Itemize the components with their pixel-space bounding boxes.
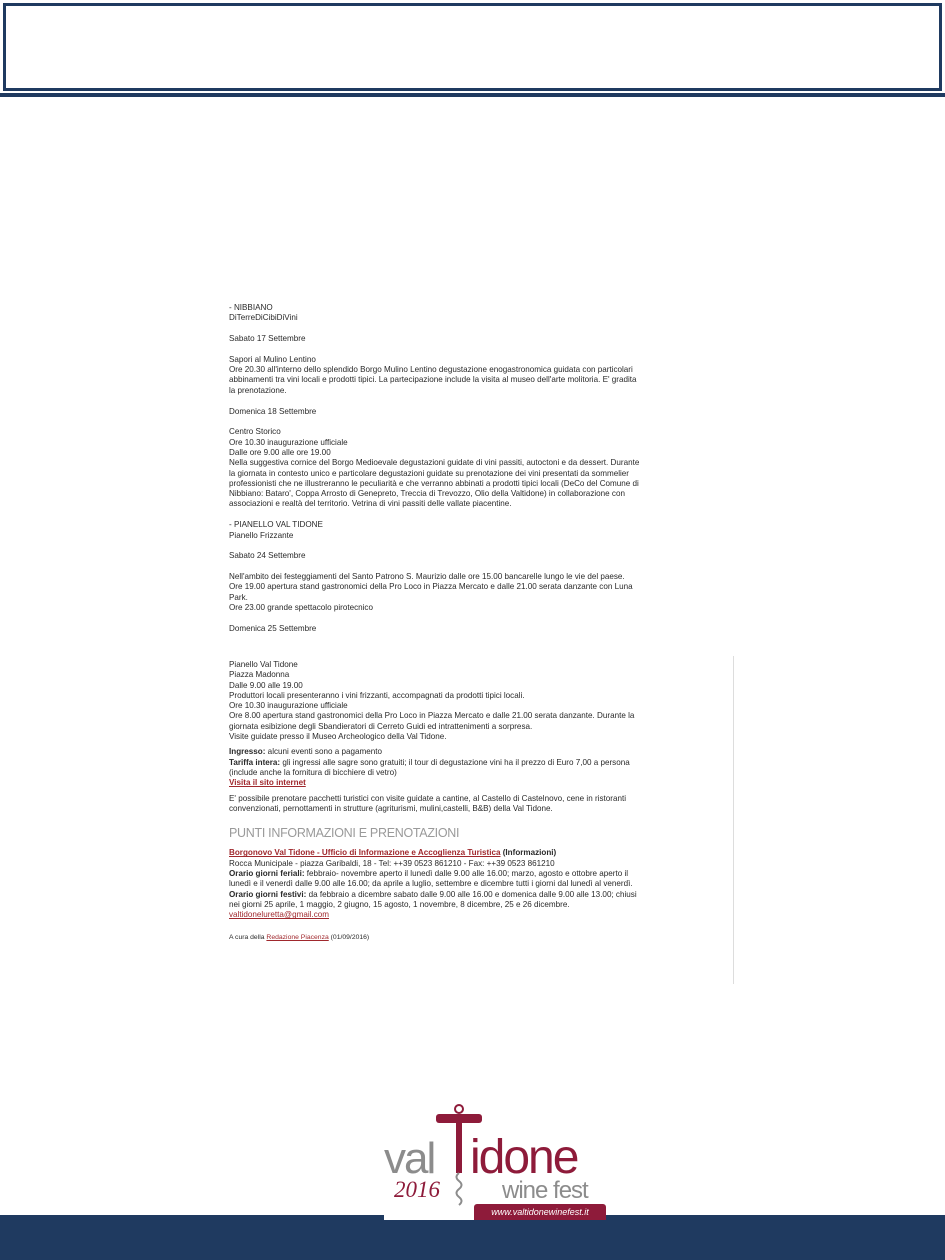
- email-link[interactable]: valtidoneluretta@gmail.com: [229, 910, 329, 920]
- blank-line: [229, 510, 717, 521]
- text-line: DiTerreDiCibiDiVini: [229, 313, 298, 323]
- text-line: Ore 19.00 apertura stand gastronomici della Pro Loco in Piazza Mercato e dalle 21.00 serata danzante con Luna: [229, 582, 633, 592]
- page-divider-line: [733, 656, 734, 984]
- text-line: Piazza Madonna: [229, 670, 290, 680]
- office-line: [229, 848, 714, 858]
- text-line: Ore 23.00 grande spettacolo pirotecnico: [229, 603, 373, 613]
- feriali-line-2: lunedì e il venerdì dalle 9.00 alle 16.00; da aprile a luglio, settembre e dicembre tutti i giorni dal lunedì al venerdì.: [229, 879, 633, 889]
- text-line: Produttori locali presenteranno i vini frizzanti, accompagnati da prodotti tipici locali.: [229, 690, 525, 700]
- text-line: Sapori al Mulino Lentino: [229, 354, 316, 364]
- text-line: Visite guidate presso il Museo Archeologico della Val Tidone.: [229, 732, 447, 742]
- text-line: Dalle ore 9.00 alle ore 19.00: [229, 447, 331, 457]
- pacchetti-line-2: convenzionati, pernottamenti in strutture (agriturismi, mulini,castelli, B&B) della Val Tidone.: [229, 803, 553, 813]
- credit-line: [229, 933, 714, 943]
- document-part-2: [229, 660, 714, 943]
- blank-line: [229, 562, 717, 573]
- logo-url-text[interactable]: www.valtidonewinefest.it: [474, 1204, 606, 1220]
- blank-line: [229, 396, 717, 407]
- text-line: Nell'ambito dei festeggiamenti del Santo Patrono S. Maurizio dalle ore 15.00 bancarelle lungo le vie del paese.: [229, 572, 625, 582]
- text-line: abbinamenti tra vini locali e prodotti tipici. La partecipazione include la visita al museo dell'arte molitoria. E' gradita: [229, 375, 637, 385]
- office-address: Rocca Municipale - piazza Garibaldi, 18 - Tel: ++39 0523 861210 - Fax: ++39 0523 861210: [229, 858, 555, 868]
- text-line: Nella suggestiva cornice del Borgo Medioevale degustazioni guidate di vini passiti, autoctoni e da dessert. Durante: [229, 458, 640, 468]
- text-line: Domenica 25 Settembre: [229, 623, 317, 633]
- footer-band: [0, 1215, 945, 1260]
- text-line: Centro Storico: [229, 427, 281, 437]
- office-link[interactable]: Borgonovo Val Tidone - Ufficio di Informazione e Accoglienza Turistica: [229, 848, 501, 858]
- blank-line: [229, 344, 717, 355]
- ingresso-text: alcuni eventi sono a pagamento: [265, 747, 382, 757]
- text-line: Sabato 17 Settembre: [229, 334, 306, 344]
- ingresso-line: [229, 747, 714, 757]
- festivi-line: [229, 890, 714, 900]
- logo-val-text: val: [384, 1134, 435, 1183]
- text-line: Ore 10.30 inaugurazione ufficiale: [229, 701, 348, 711]
- festivi-text: da febbraio a dicembre sabato dalle 9.00 alle 16.00 e domenica dalle 9.00 alle 13.00; chiusi: [306, 889, 637, 899]
- feriali-label: Orario giorni feriali:: [229, 869, 305, 879]
- text-line: Ore 8.00 apertura stand gastronomici della Pro Loco in Piazza Mercato e dalle 21.00 serata danzante. Durante la: [229, 711, 635, 721]
- valtidone-winefest-logo: [384, 1104, 606, 1220]
- credit-prefix: A cura della: [229, 933, 267, 941]
- feriali-text: febbraio- novembre aperto il lunedì dalle 9.00 alle 16.00; marzo, agosto e ottobre aperto il: [304, 869, 629, 879]
- tariffa-line-2: (include anche la fornitura di bicchiere di vetro): [229, 767, 397, 777]
- text-line: la giornata in contesto unico e particolare degustazioni guidate su prenotazione dei vini presentati da sommelier: [229, 468, 629, 478]
- feriali-line: [229, 869, 714, 879]
- text-line: Nibbiano: Bataro', Coppa Arrosto di Genepreto, Treccia di Trevozzo, Olio della Valtidone) in collaborazione con: [229, 489, 625, 499]
- credit-suffix: (01/09/2016): [328, 933, 370, 941]
- header-band: [0, 0, 945, 97]
- visita-sito-link[interactable]: Visita il sito internet: [229, 778, 306, 788]
- blank-line: [229, 541, 717, 552]
- text-line: - PIANELLO VAL TIDONE: [229, 520, 323, 530]
- text-line: Pianello Frizzante: [229, 530, 294, 540]
- text-line: associazioni e realtà del territorio. Vetrina di vini passiti delle vallate piacentine.: [229, 499, 512, 509]
- logo-idone-text: idone: [470, 1131, 578, 1184]
- text-line: professionisti che ne illustreranno le peculiarità e che verranno abbinati a prodotti tipici locali (DeCo del Comune di: [229, 478, 639, 488]
- text-line: giornata esibizione degli Sbandieratori di Cerreto Guidi ed intrattenimenti a sorpresa.: [229, 721, 533, 731]
- blank-line: [229, 613, 717, 624]
- text-line: Sabato 24 Settembre: [229, 551, 306, 561]
- redazione-link[interactable]: Redazione Piacenza: [266, 933, 329, 941]
- text-line: la prenotazione.: [229, 385, 287, 395]
- text-line: Ore 10.30 inaugurazione ufficiale: [229, 437, 348, 447]
- blank-line: [229, 324, 717, 335]
- logo-winefest-text: wine fest: [502, 1177, 588, 1204]
- text-line: Domenica 18 Settembre: [229, 406, 317, 416]
- text-line: Ore 20.30 all'interno dello splendido Borgo Mulino Lentino degustazione enogastronomica guidata con particolari: [229, 365, 633, 375]
- logo-year-text: 2016: [394, 1177, 440, 1202]
- section-title-punti-informazioni: PUNTI INFORMAZIONI E PRENOTAZIONI: [229, 826, 460, 841]
- text-line: Dalle 9.00 alle 19.00: [229, 680, 303, 690]
- text-line: - NIBBIANO: [229, 303, 273, 312]
- tariffa-line: [229, 758, 714, 768]
- pacchetti-line-1: E' possibile prenotare pacchetti turistici con visite guidate a cantine, al Castello di Castelnovo, cene in ristoranti: [229, 793, 627, 803]
- blank-line: [229, 417, 717, 428]
- event-details: [229, 660, 714, 742]
- festivi-line-2: nei giorni 25 aprile, 1 maggio, 2 giugno, 15 agosto, 1 novembre, 8 dicembre, 25 e 26 dicembre.: [229, 899, 570, 909]
- tariffa-text: gli ingressi alle sagre sono gratuiti; il tour di degustazione vini ha il prezzo di Euro 7,00 a persona: [280, 757, 630, 767]
- tariffa-label: Tariffa intera:: [229, 757, 281, 767]
- festivi-label: Orario giorni festivi:: [229, 889, 307, 899]
- document-part-1: [229, 303, 717, 634]
- text-line: Park.: [229, 592, 248, 602]
- header-frame: [3, 3, 942, 91]
- ingresso-label: Ingresso:: [229, 747, 266, 757]
- office-suffix: (Informazioni): [500, 848, 557, 858]
- text-line: Pianello Val Tidone: [229, 660, 298, 669]
